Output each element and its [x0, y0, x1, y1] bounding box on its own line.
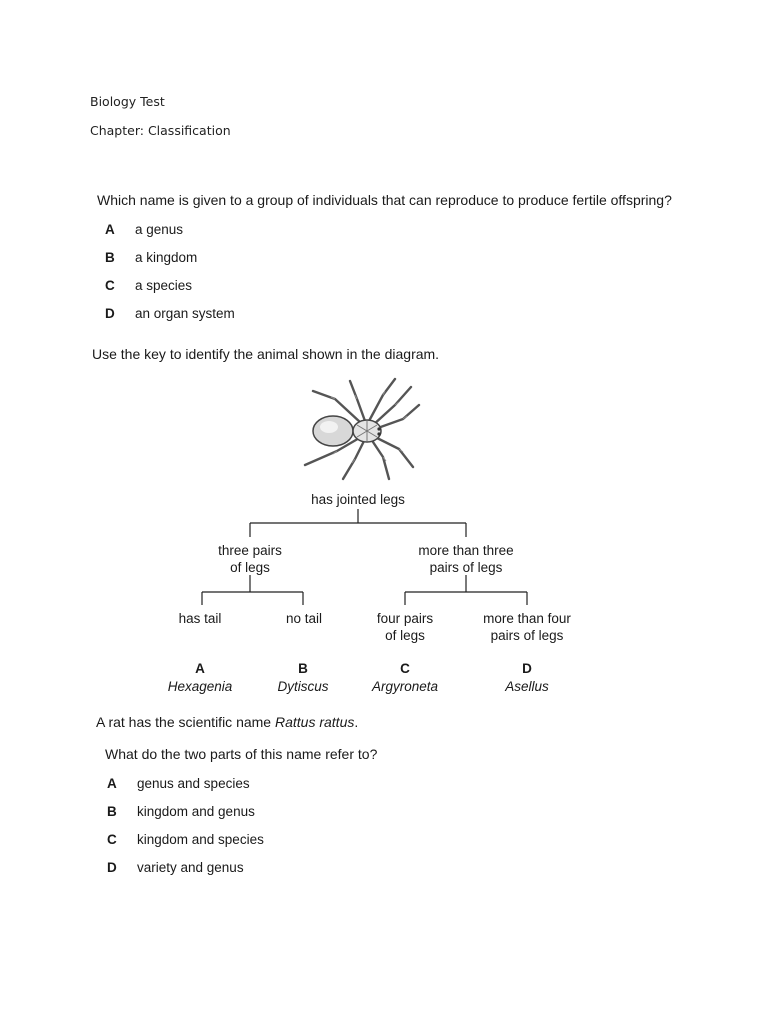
option-letter: D [105, 306, 115, 321]
option-letter: A [107, 776, 117, 791]
q3-option-a [107, 776, 250, 791]
scientific-name: Rattus rattus [274, 714, 355, 730]
option-letter: B [107, 804, 117, 819]
option-letter: C [107, 832, 117, 847]
option-letter: C [105, 278, 115, 293]
option-letter: D [107, 860, 117, 875]
option-letter: B [105, 250, 115, 265]
species-letter-d: D [522, 661, 532, 676]
q3-option-c [107, 832, 264, 847]
q3-option-b [107, 804, 255, 819]
key-root: has jointed legs [311, 492, 405, 507]
option-text: a kingdom [135, 250, 198, 265]
species-letter-b: B [298, 661, 308, 676]
question-3-text: What do the two parts of this name refer to? [105, 746, 378, 762]
option-letter: A [105, 222, 115, 237]
option-text: kingdom and species [137, 832, 264, 847]
species-letter-c: C [400, 661, 410, 676]
question-3-intro [96, 714, 358, 730]
q3-option-d [107, 860, 244, 875]
key-has-tail: has tail [178, 611, 222, 626]
key-three-pairs: three pairs of legs [218, 543, 282, 575]
option-text: variety and genus [137, 860, 244, 875]
key-no-tail: no tail [285, 611, 323, 626]
species-name-a: Hexagenia [167, 679, 233, 694]
question-1-text: Which name is given to a group of individuals that can reproduce to produce fertile offspring? [97, 192, 672, 208]
species-letter-a: A [195, 661, 205, 676]
key-four-pairs: four pairs of legs [376, 611, 434, 643]
option-text: an organ system [135, 306, 235, 321]
species-name-b: Dytiscus [277, 679, 329, 694]
key-more-than-three: more than three pairs of legs [418, 543, 514, 575]
option-text: a species [135, 278, 193, 293]
chapter-heading: Chapter: Classification [90, 123, 231, 138]
intro-end: . [354, 714, 359, 730]
option-text: kingdom and genus [137, 804, 255, 819]
intro-text: A rat has the scientific name [96, 714, 275, 730]
species-name-c: Argyroneta [371, 679, 439, 694]
key-more-than-four: more than four pairs of legs [483, 611, 571, 643]
option-text: a genus [135, 222, 184, 237]
question-2-instruction: Use the key to identify the animal shown in the diagram. [92, 346, 440, 362]
species-name-d: Asellus [505, 679, 549, 694]
document-title: Biology Test [90, 94, 165, 109]
option-text: genus and species [137, 776, 250, 791]
